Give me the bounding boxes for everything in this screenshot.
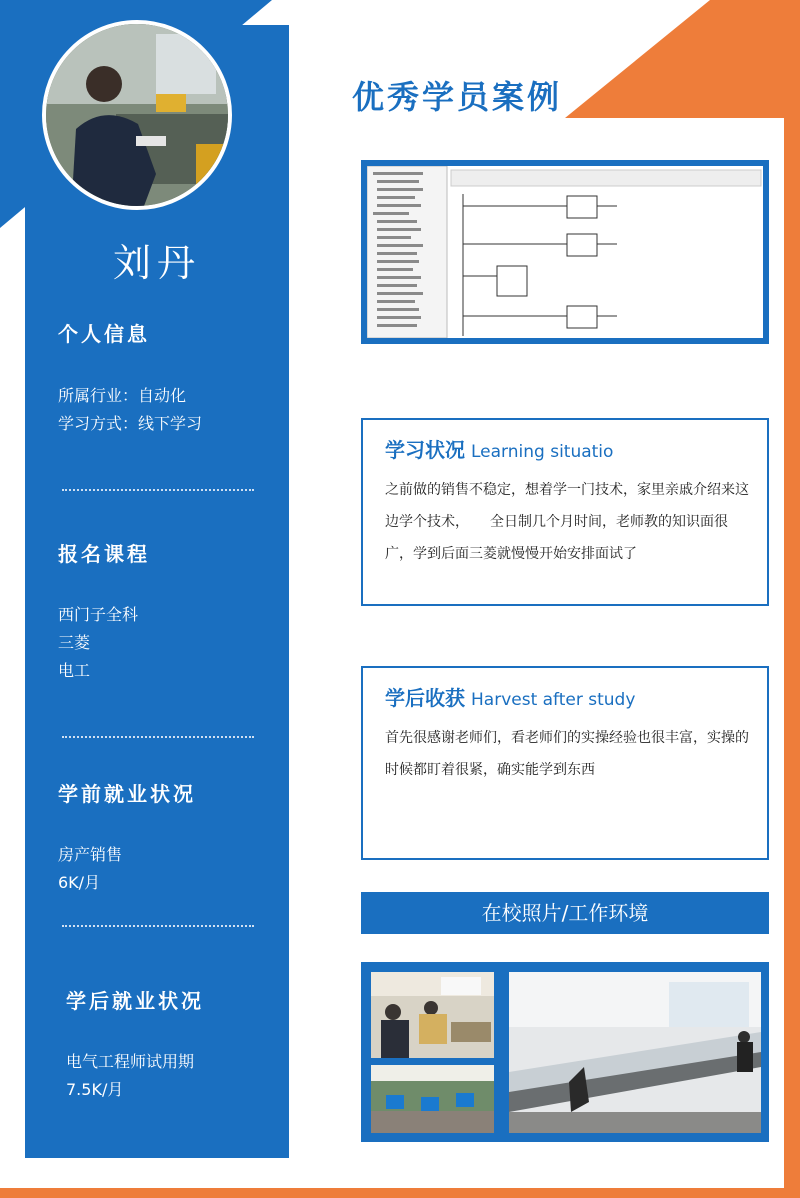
- classroom-photo: [371, 972, 494, 1058]
- course-item: 西门子全科: [58, 605, 139, 624]
- before-job-text: 房产销售: [58, 845, 123, 864]
- course-item: 电工: [58, 661, 91, 680]
- before-salary-text: 6K/月: [58, 873, 101, 892]
- page-title: 优秀学员案例: [352, 78, 563, 116]
- after-salary-text: 7.5K/月: [66, 1080, 124, 1099]
- harvest-box: [361, 666, 769, 860]
- harvest-heading: 学后收获 Harvest after study: [385, 686, 636, 710]
- after-heading: 学后就业状况: [66, 989, 204, 1013]
- photos-title: 在校照片/工作环境: [361, 892, 769, 934]
- personal-info-heading: 个人信息: [58, 322, 150, 346]
- divider: [62, 925, 254, 927]
- harvest-text: 首先很感谢老师们，看老师们的实操经验也很丰富，实操的时候都盯着很紧，确实能学到东西: [385, 730, 749, 778]
- office-photo: [509, 972, 761, 1133]
- student-name: 刘丹: [112, 241, 201, 285]
- lab-photo: [371, 1065, 494, 1133]
- divider: [62, 489, 254, 491]
- right-edge-orange: [784, 118, 800, 1198]
- bottom-orange-strip: [0, 1188, 800, 1198]
- divider: [62, 736, 254, 738]
- study-text: 之前做的销售不稳定，想着学一门技术，家里亲戚介绍来这边学个技术， 全日制几个月时间，老师教的知识面很广，学到后面三菱就慢慢开始安排面试了: [385, 482, 749, 562]
- before-heading: 学前就业状况: [58, 782, 196, 806]
- plc-screenshot: [361, 160, 769, 344]
- photo-gallery: [361, 962, 769, 1142]
- study-box: [361, 418, 769, 606]
- courses-heading: 报名课程: [58, 542, 150, 566]
- course-item: 三菱: [58, 633, 91, 652]
- after-job-text: 电气工程师试用期: [66, 1052, 195, 1071]
- study-mode-text: 学习方式：线下学习: [58, 414, 203, 433]
- study-heading: 学习状况 Learning situatio: [385, 438, 614, 462]
- avatar: [42, 20, 232, 210]
- industry-text: 所属行业：自动化: [58, 386, 187, 405]
